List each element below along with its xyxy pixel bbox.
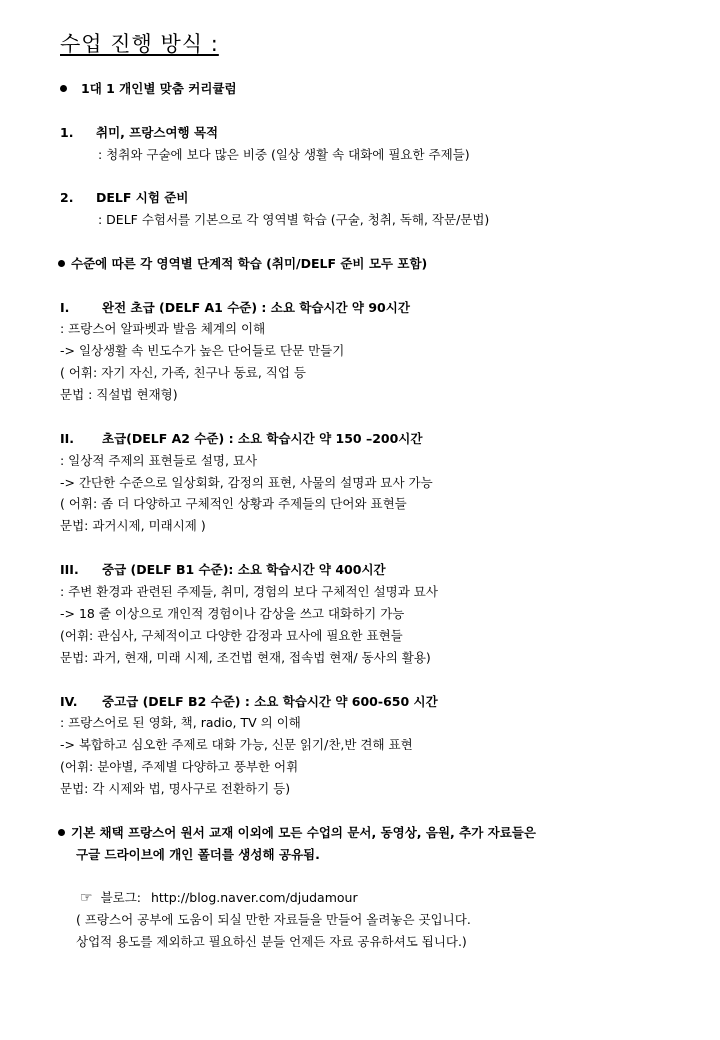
blog-note-line: ( 프랑스어 공부에 도움이 되실 만한 자료들을 만들어 올려놓은 곳입니다. <box>76 912 471 927</box>
level-3-line: 문법: 과거, 현재, 미래 시제, 조건법 현재, 접속법 현재/ 동사의 활용) <box>60 650 431 665</box>
level-2-line: -> 간단한 수준으로 일상회화, 감정의 표현, 사물의 설명과 묘사 가능 <box>60 475 433 490</box>
level-1-heading: I. 완전 초급 (DELF A1 수준) : 소요 학습시간 약 90시간 <box>60 300 410 315</box>
level-2-line: 문법: 과거시제, 미래시제 ) <box>60 518 206 533</box>
bullet-curriculum: 1대 1 개인별 맞춤 커리큘럼 <box>60 81 237 97</box>
item-hobby-heading: 1. 취미, 프랑스여행 목적 <box>60 125 219 140</box>
level-3-line: -> 18 줄 이상으로 개인적 경험이나 감상을 쓰고 대화하기 가능 <box>60 606 405 621</box>
bullet-dot-icon <box>58 829 65 836</box>
level-3-heading: III. 중급 (DELF B1 수준): 소요 학습시간 약 400시간 <box>60 562 386 577</box>
blog-link[interactable]: http://blog.naver.com/djudamour <box>150 890 358 905</box>
level-4-heading: IV. 중고급 (DELF B2 수준) : 소요 학습시간 약 600-650 시간 <box>60 694 438 709</box>
blog-note-line: 상업적 용도를 제외하고 필요하신 분들 언제든 자료 공유하셔도 됩니다.) <box>76 934 467 949</box>
level-3-line: (어휘: 관심사, 구체적이고 다양한 감정과 묘사에 필요한 표현들 <box>60 628 403 643</box>
item-delf-heading: 2. DELF 시험 준비 <box>60 190 189 205</box>
level-2-heading: II. 초급(DELF A2 수준) : 소요 학습시간 약 150 –200시간 <box>60 431 423 446</box>
level-2-line: : 일상적 주제의 표현들로 설명, 묘사 <box>60 453 258 468</box>
level-4-line: (어휘: 분야별, 주제별 다양하고 풍부한 어휘 <box>60 759 299 774</box>
level-2-line: ( 어휘: 좀 더 다양하고 구체적인 상황과 주제들의 단어와 표현들 <box>60 496 407 511</box>
bullet-dot-icon <box>58 260 65 267</box>
level-4-line: 문법: 각 시제와 법, 명사구로 전환하기 등) <box>60 781 291 796</box>
level-1-line: -> 일상생활 속 빈도수가 높은 단어들로 단문 만들기 <box>60 343 345 358</box>
blog-line: ☞ 블로그: http://blog.naver.com/djudamour <box>80 890 358 906</box>
page-title: 수업 진행 방식 : <box>60 32 219 56</box>
level-4-line: : 프랑스어로 된 영화, 책, radio, TV 의 이해 <box>60 715 301 730</box>
bullet-dot-icon <box>60 85 67 92</box>
bullet-materials-cont: 구글 드라이브에 개인 폴더를 생성해 공유됨. <box>76 847 320 862</box>
bullet-levels: 수준에 따른 각 영역별 단계적 학습 (취미/DELF 준비 모두 포함) <box>58 256 427 272</box>
level-1-line: ( 어휘: 자기 자신, 가족, 친구나 동료, 직업 등 <box>60 365 306 380</box>
level-1-line: 문법 : 직설법 현재형) <box>60 387 178 402</box>
item-hobby-desc: : 청취와 구술에 보다 많은 비중 (일상 생활 속 대화에 필요한 주제들) <box>98 147 470 162</box>
level-4-line: -> 복합하고 심오한 주제로 대화 가능, 신문 읽기/찬,반 견해 표현 <box>60 737 413 752</box>
level-3-line: : 주변 환경과 관련된 주제들, 취미, 경험의 보다 구체적인 설명과 묘사 <box>60 584 438 599</box>
bullet-materials: 기본 채택 프랑스어 원서 교재 이외에 모든 수업의 문서, 동영상, 음원, 추가 자료들은 <box>58 825 536 841</box>
level-1-line: : 프랑스어 알파벳과 발음 체계의 이해 <box>60 321 266 336</box>
item-delf-desc: : DELF 수험서를 기본으로 각 영역별 학습 (구술, 청취, 독해, 작문/문법) <box>98 212 490 227</box>
pointing-hand-icon: ☞ <box>80 890 93 906</box>
